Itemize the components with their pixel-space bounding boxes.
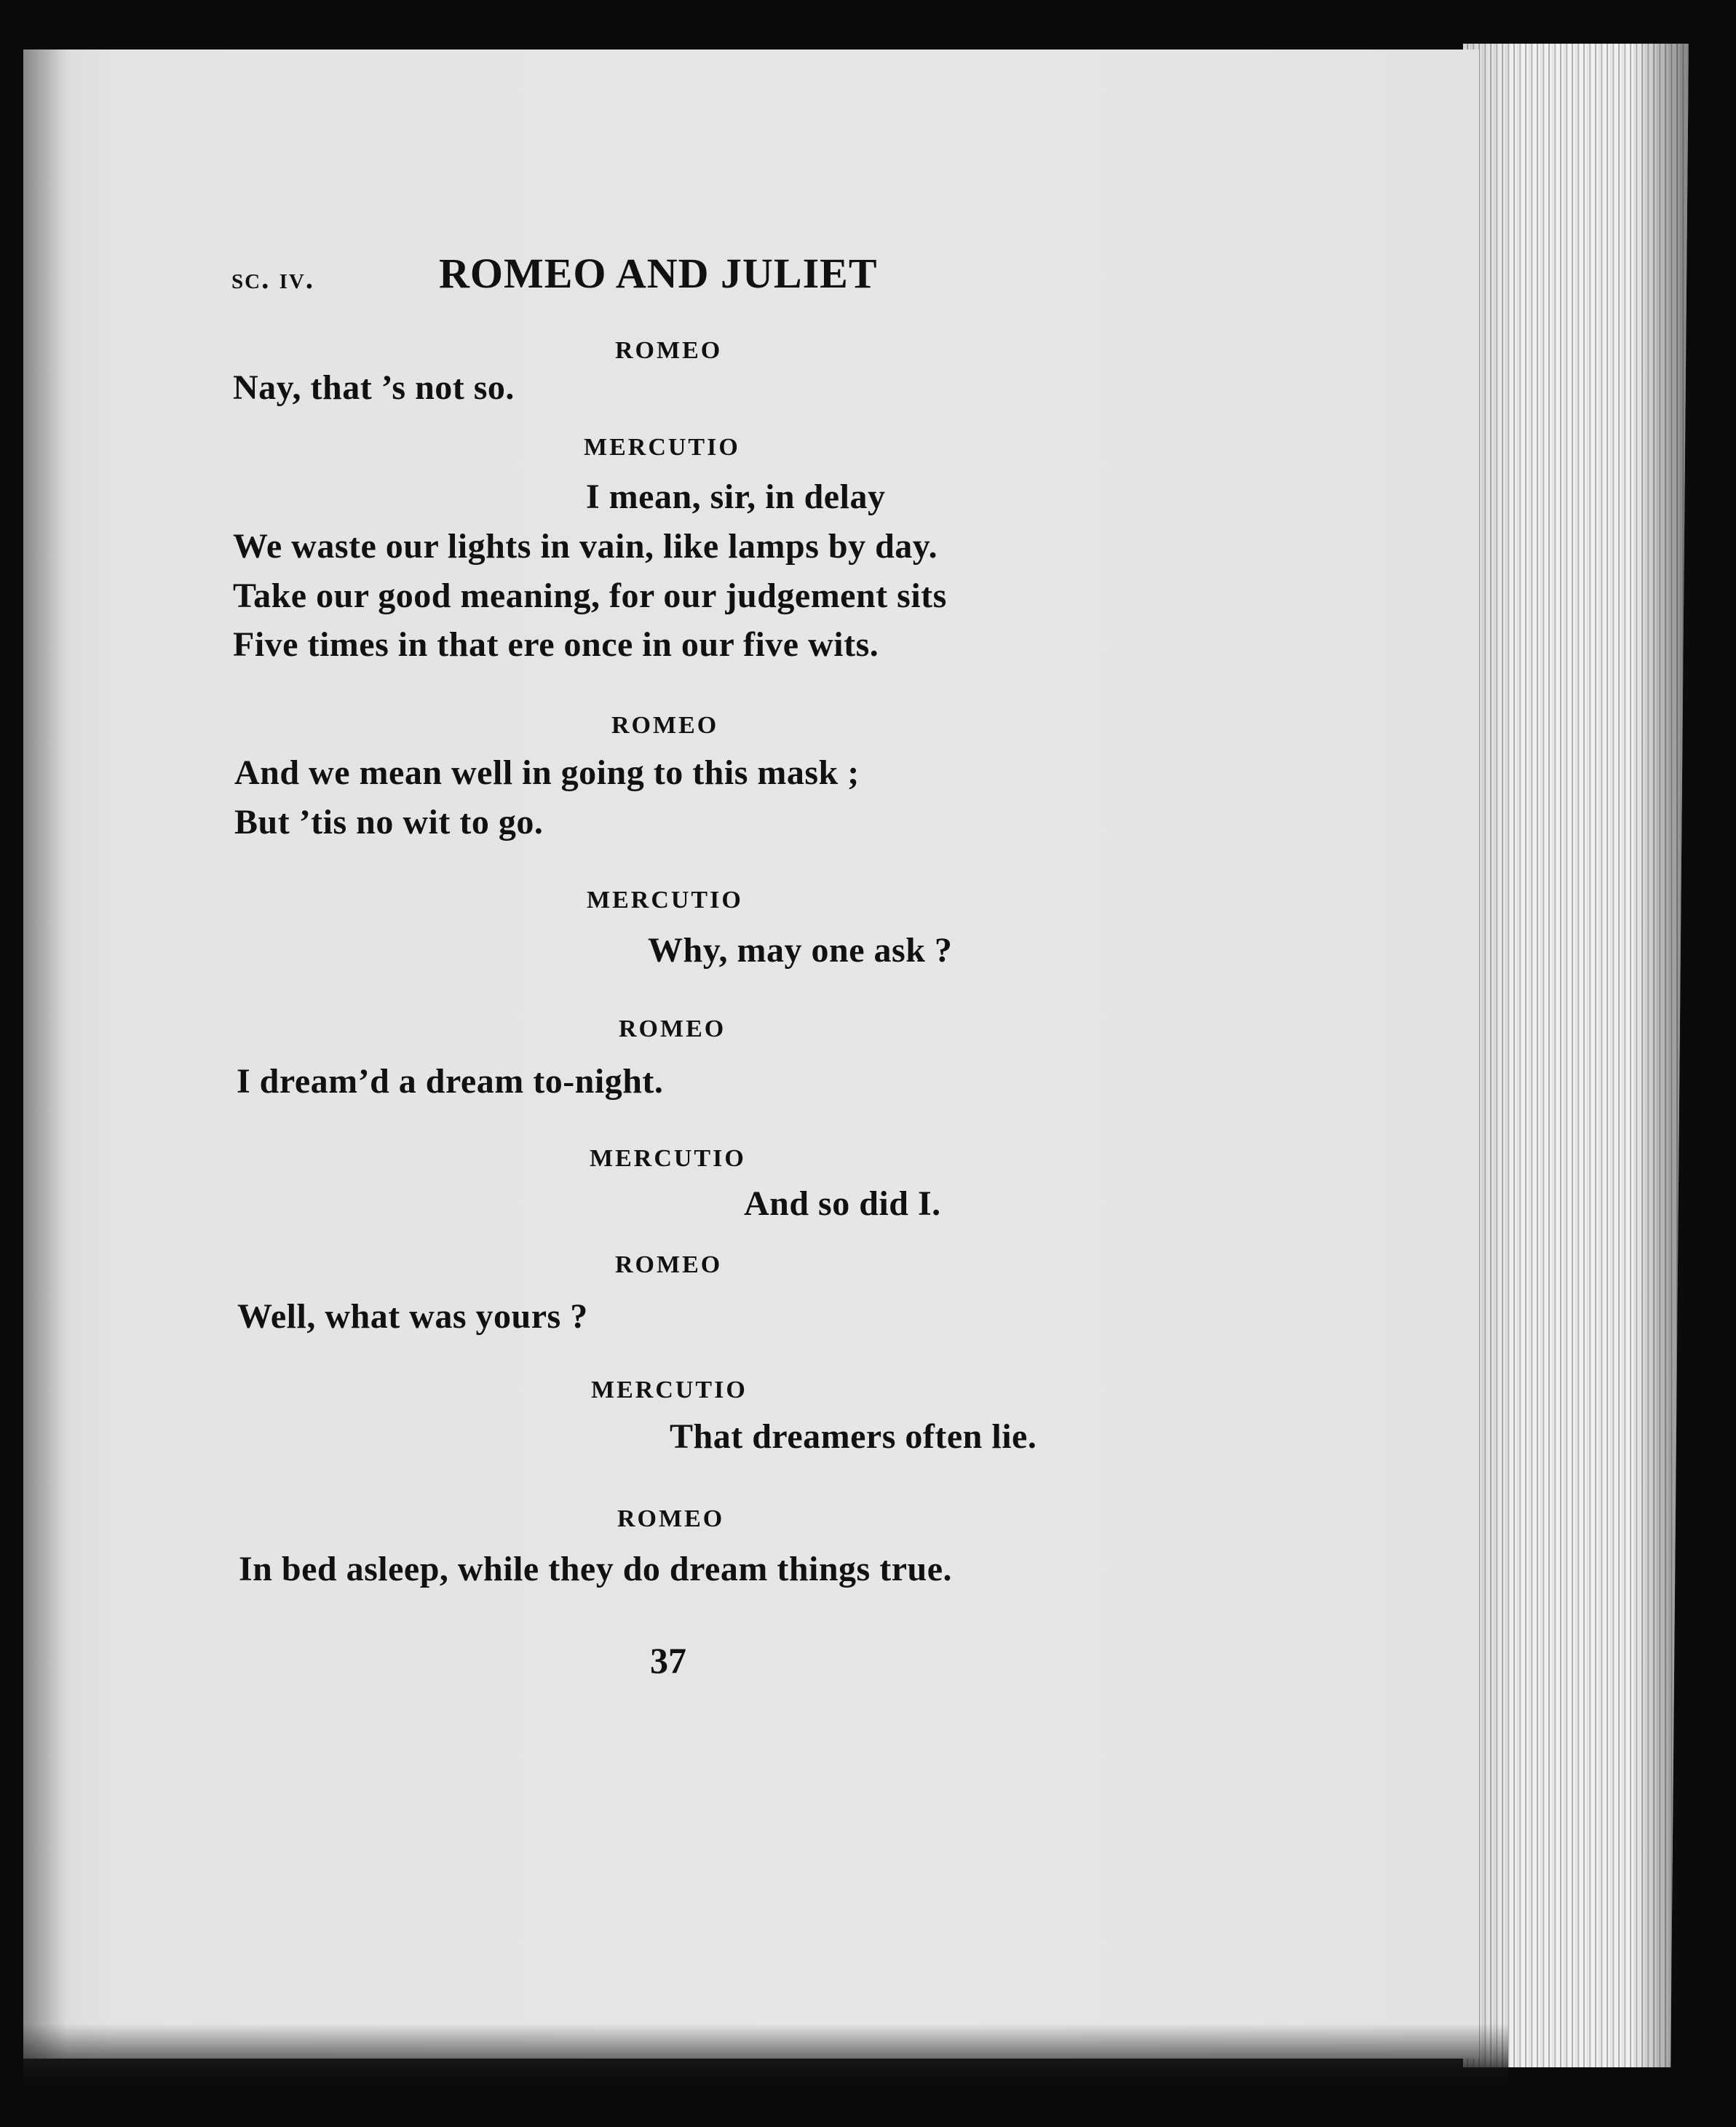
dialogue-line: That dreamers often lie. [670, 1417, 1037, 1456]
speaker-mercutio: MERCUTIO [587, 887, 743, 914]
speaker-romeo: ROMEO [619, 1015, 726, 1042]
speaker-mercutio: MERCUTIO [590, 1145, 746, 1172]
page-number: 37 [650, 1640, 686, 1681]
speaker-romeo: ROMEO [617, 1505, 725, 1532]
speaker-mercutio: MERCUTIO [591, 1377, 748, 1403]
dialogue-line: Nay, that ’s not so. [233, 368, 515, 407]
scene-marker: sc. iv. [231, 261, 315, 295]
gutter-shadow [23, 49, 67, 2059]
dialogue-line: Well, what was yours ? [237, 1297, 588, 1336]
dialogue-line: But ’tis no wit to go. [234, 803, 544, 841]
book-page [23, 49, 1479, 2059]
page-stack-shadow [1463, 44, 1689, 2067]
dialogue-line: We waste our lights in vain, like lamps by day. [233, 527, 938, 566]
dialogue-line: I dream’d a dream to-night. [237, 1062, 664, 1101]
dialogue-line: Five times in that ere once in our five wits. [233, 625, 879, 664]
speaker-romeo: ROMEO [615, 337, 723, 364]
page-title: ROMEO AND JULIET [439, 250, 878, 297]
dialogue-line: Why, may one ask ? [648, 931, 953, 970]
dialogue-line: And we mean well in going to this mask ; [234, 753, 860, 792]
dialogue-line: Take our good meaning, for our judgement sits [233, 577, 947, 615]
dialogue-line: And so did I. [744, 1184, 941, 1223]
speaker-romeo: ROMEO [615, 1251, 723, 1278]
speaker-mercutio: MERCUTIO [584, 434, 740, 461]
dialogue-line: In bed asleep, while they do dream things true. [239, 1550, 953, 1588]
dialogue-line: I mean, sir, in delay [586, 478, 886, 516]
speaker-romeo: ROMEO [611, 712, 719, 739]
bottom-shadow [23, 2024, 1508, 2082]
